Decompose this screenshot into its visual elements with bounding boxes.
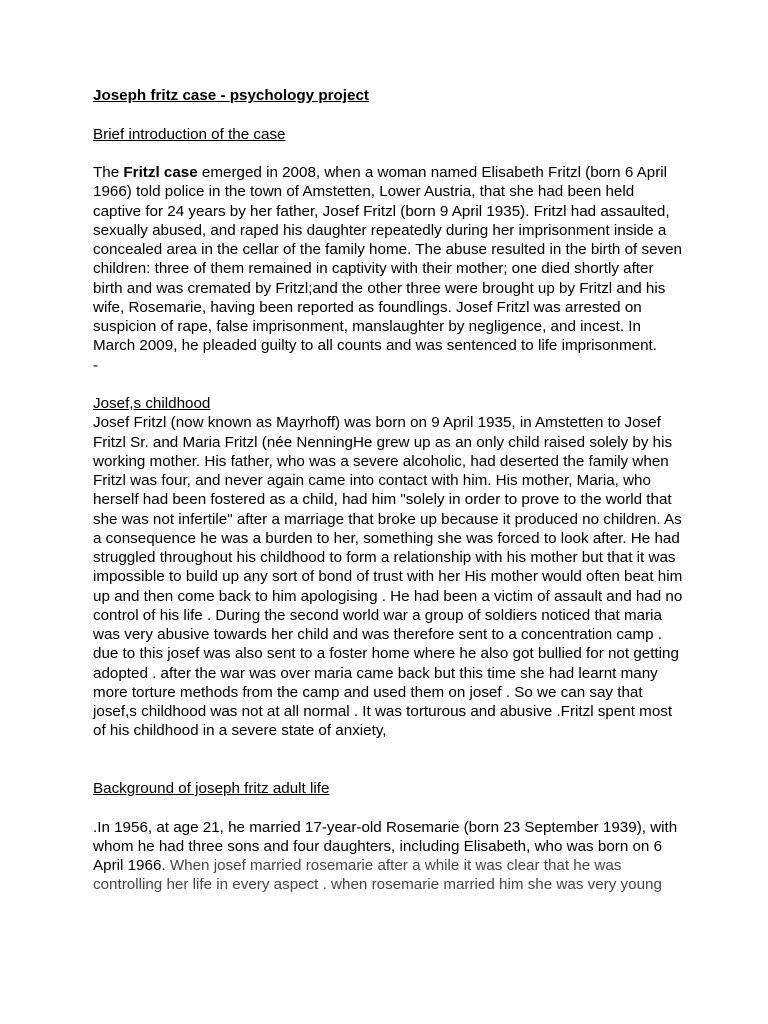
adult-heading: Background of joseph fritz adult life xyxy=(93,780,330,797)
adult-paragraph xyxy=(93,818,683,895)
spacer xyxy=(93,375,683,394)
intro-body: emerged in 2008, when a woman named Elisabeth Fritzl (born 6 April 1966) told police in the town of Amstetten, Lower Austria, that she had been held captive for 24 years by her father, Josef Fritzl (born 9 April 1935). Fritzl had assaulted, sexually abused, and raped his daughter repeatedly during her imprisonment inside a concealed area in the cellar of the family home. The abuse resulted in the birth of seven children: three of them remained in captivity with their mother; one died shortly after birth and was cremated by Fritzl;and the other three were brought up by Fritzl and his wife, Rosemarie, having been reported as foundlings. Josef Fritzl was arrested on suspicion of rape, false imprisonment, manslaughter by negligence, and incest. In March 2009, he pleaded guilty to all counts and was sentenced to life imprisonment. xyxy=(93,164,683,355)
intro-heading: Brief introduction of the case xyxy=(93,125,286,143)
spacer xyxy=(93,741,683,780)
intro-lead: The xyxy=(93,164,124,181)
childhood-paragraph: Josef Fritzl (now known as Mayrhoff) was born on 9 April 1935, in Amstetten to Josef Fritzl Sr. and Maria Fritzl (née NenningHe grew up as an only child raised solely by his working mother. His father, who was a severe alcoholic, had deserted the family when Fritzl was four, and never again came into contact with him. His mother, Maria, who herself had been fostered as a child, had him "solely in order to prove to the world that she was not infertile" after a marriage that broke up because it produced no children. As a consequence he was a burden to her, something she was forced to look after. He had struggled throughout his childhood to form a relationship with his mother but that it was impossible to build up any sort of bond of trust with her His mother would often beat him up and then come back to him apologising . He had been a victim of assault and had no control of his life . During the second world war a group of soldiers noticed that maria was very abusive towards her child and was therefore sent to a concentration camp . due to this josef was also sent to a foster home where he also got bullied for not getting adopted . after the war was over maria came back but this time she had learnt many more torture methods from the camp and used them on josef . So we can say that josef,s childhood was not at all normal . It was torturous and abusive .Fritzl spent most of his childhood in a severe state of anxiety, xyxy=(93,414,683,740)
spacer xyxy=(93,144,683,163)
document-page xyxy=(93,86,683,895)
adult-body-continued: When josef married rosemarie after a while it was clear that he was controlling her life in every aspect . when rosemarie married him she was very young xyxy=(93,857,662,894)
childhood-heading: Josef,s childhood xyxy=(93,395,211,412)
spacer xyxy=(93,798,683,817)
intro-paragraph xyxy=(93,163,683,356)
intro-bold-term: Fritzl case xyxy=(123,164,198,181)
document-title: Joseph fritz case - psychology project xyxy=(93,87,369,104)
adult-body: .In 1956, at age 21, he married 17-year-old Rosemarie (born 23 September 1939), with whom he had three sons and four daughters, including Elisabeth, who was born on 6 April 1966. xyxy=(93,818,678,874)
section-separator: - xyxy=(93,356,99,374)
